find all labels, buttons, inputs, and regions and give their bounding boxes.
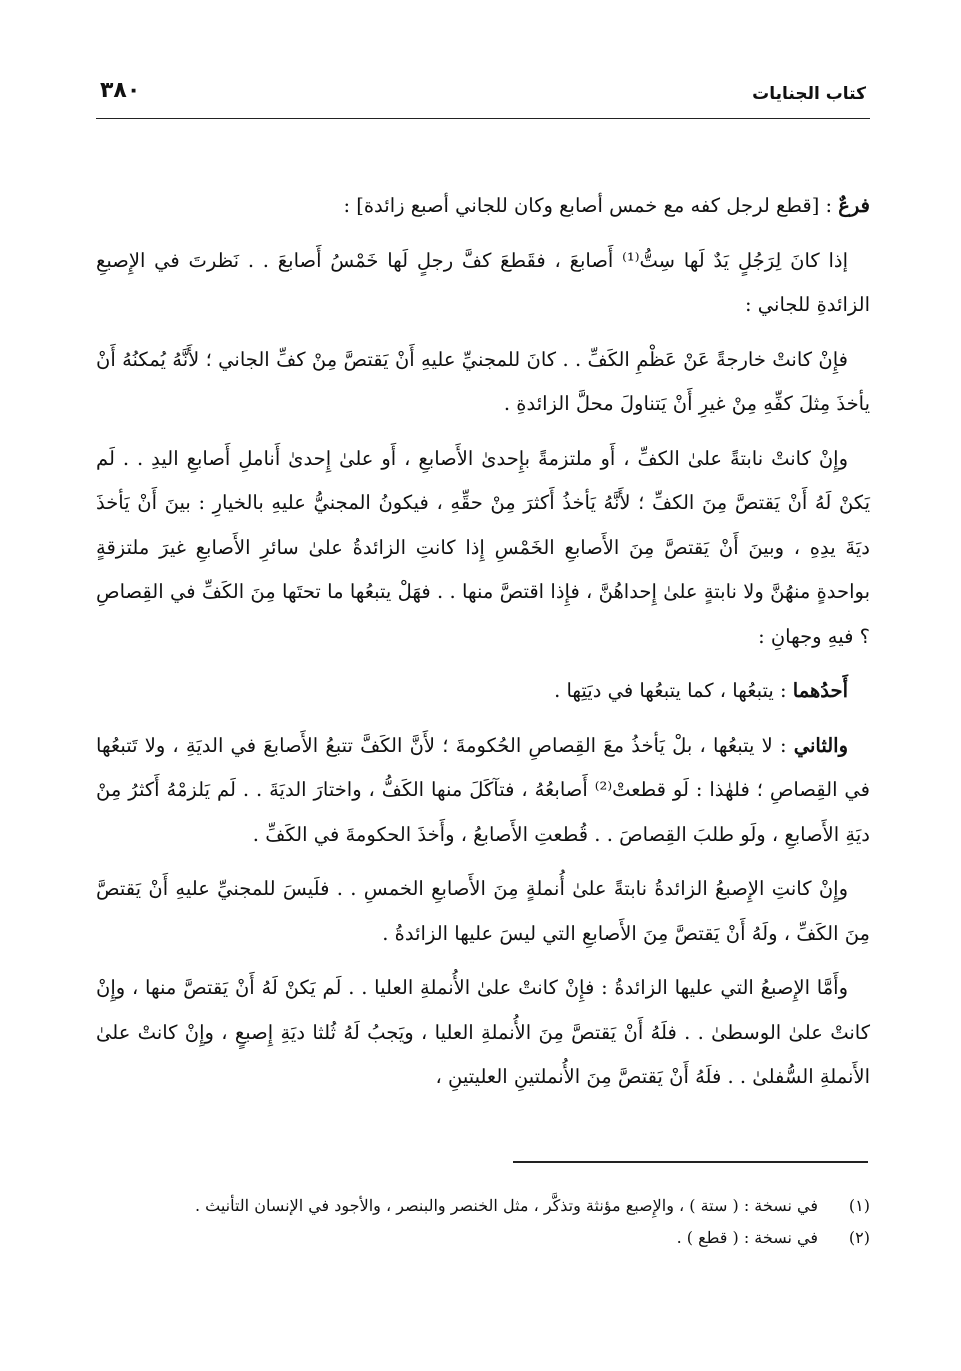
paragraph: وإِنْ كانتْ نابتةً علىٰ الكفِّ ، أَو ملتزمةً بإِحدىٰ الأَصابعِ ، أَو علىٰ إِحدىٰ أَناملِ أَصابعِ اليدِ . . لَم يَكنْ لَهُ أَنْ يَقتصَّ مِنَ الكفِّ ؛ لأَنَّهُ يَأخذُ أَكثرَ مِنْ حقِّهِ ، فيكونُ المجنيُّ عليهِ بالخيارِ : بينَ أَنْ يَأخذَ ديَةَ يدِهِ ، وبينَ أَنْ يَقتصَّ مِنَ الأَصابعِ الخَمْسِ إِذا كانتِ الزائدةُ علىٰ سائرِ الأَصابعِ غيرَ ملتزقةٍ بواحدةٍ منهُنَّ ولا نابتةٍ علىٰ إِحداهُنَّ ، فإِذا اقتصَّ منها . . فهَلْ يتبعُها ما تحتَها مِنَ الكَفِّ في القِصاصِ ؟ فيهِ وجهانِ : xyxy=(96,446,870,648)
paragraph: وإِنْ كانتِ الإِصبعُ الزائدةُ نابتةً علىٰ أُنملةٍ مِنَ الأَصابعِ الخمسِ . . فلَيسَ للمجنيِّ عليهِ أَنْ يَقتصَّ مِنَ الكَفِّ ، ولَهُ أَنْ يَقتصَّ مِنَ الأَصابعِ التي ليسَ عليها الزائدةُ . xyxy=(96,877,870,945)
section-label: فرعٌ xyxy=(838,194,870,217)
opinion-two-label: والثاني xyxy=(793,733,848,757)
section-colon: : xyxy=(819,194,839,217)
section-title: [قطع لرجل كفه مع خمس أصابع وكان للجاني أصبع زائدة] : xyxy=(343,194,820,217)
footnote-text: في نسخة : ( قطع ) . xyxy=(676,1228,818,1247)
opinion-one-text: : يتبعُها ، كما يتبعُها في ديَتِها . xyxy=(554,679,793,702)
footnotes xyxy=(96,1190,870,1254)
paragraph: إذا كانَ لِرَجُلٍ يَدٌ لَها سِتُّ⁽¹⁾ أَصابعَ ، فقَطعَ كفَّ رجلٍ لَها خَمْسُ أَصابعَ . . نَظرتَ في الإِصبعِ الزائدةِ للجاني : xyxy=(96,248,870,316)
page-header xyxy=(96,78,870,119)
opinion-one-label: أَحدُهما xyxy=(792,679,848,702)
footnote-divider xyxy=(513,1161,868,1163)
running-title: كتاب الجنايات xyxy=(752,84,866,104)
opinion-two xyxy=(96,724,870,858)
opinion-two-text: : لا يتبعُها ، بلْ يَأخذُ معَ القِصاصِ الحُكومةَ ؛ لأَنَّ الكَفَّ تتبعُ الأَصابعَ في الديَةِ ، ولا تَتبعُها في القِصاصِ ؛ فلهٰذا : لَو قطعتْ⁽²⁾ أَصابعُهُ ، فتآكَلَ منها الكَفُّ ، واختارَ الديَةَ . . لَم يَلزمْهُ أَكثرُ مِنْ ديَةِ الأَصابعِ ، ولَو طلبَ القِصاصَ . . قُطعتِ الأَصابعُ ، وأَخذَ الحكومةَ في الكَفِّ . xyxy=(96,733,871,846)
paragraph: وأَمَّا الإِصبعُ التي عليها الزائدةُ : فإِنْ كانتْ علىٰ الأُنملةِ العليا . . لَم يَكنْ لَهُ أَنْ يَقتصَّ منها ، وإِنْ كانتْ علىٰ الوسطىٰ . . فلَهُ أَنْ يَقتصَّ مِنَ الأُنملةِ العليا ، ويَجبُ لَهُ ثُلثا ديَةِ إِصبعٍ ، وإِنْ كانتْ علىٰ الأَنملةِ السُّفلىٰ . . فلَهُ أَنْ يَقتصَّ مِنَ الأُنملتينِ العليتينِ ، xyxy=(96,976,870,1088)
page-number: ٣٨٠ xyxy=(100,78,141,103)
footnote-number: (٢) xyxy=(848,1228,870,1247)
footnote-text: في نسخة : ( ستة ) ، والإِصبع مؤنثة وتذكَّر ، مثل الخنصر والبنصر ، والأجود في الإنسان التأنيث . xyxy=(194,1196,818,1215)
footnote xyxy=(96,1222,870,1254)
main-text xyxy=(96,184,870,1110)
section-heading xyxy=(96,184,870,229)
paragraph: فإِنْ كانتْ خارجةً عَنْ عَظْمِ الكَفِّ . . كانَ للمجنيِّ عليهِ أَنْ يَقتصَّ مِنْ كفِّ الجاني ؛ لأَنَّهُ يُمكنُهُ أَنْ يأخذَ مِثلَ كفِّهِ مِنْ غيرِ أَنْ يَتناولَ محلَّ الزائدةِ . xyxy=(96,347,870,415)
footnote-number: (١) xyxy=(848,1196,870,1215)
footnote xyxy=(96,1190,870,1222)
opinion-one xyxy=(96,669,870,714)
